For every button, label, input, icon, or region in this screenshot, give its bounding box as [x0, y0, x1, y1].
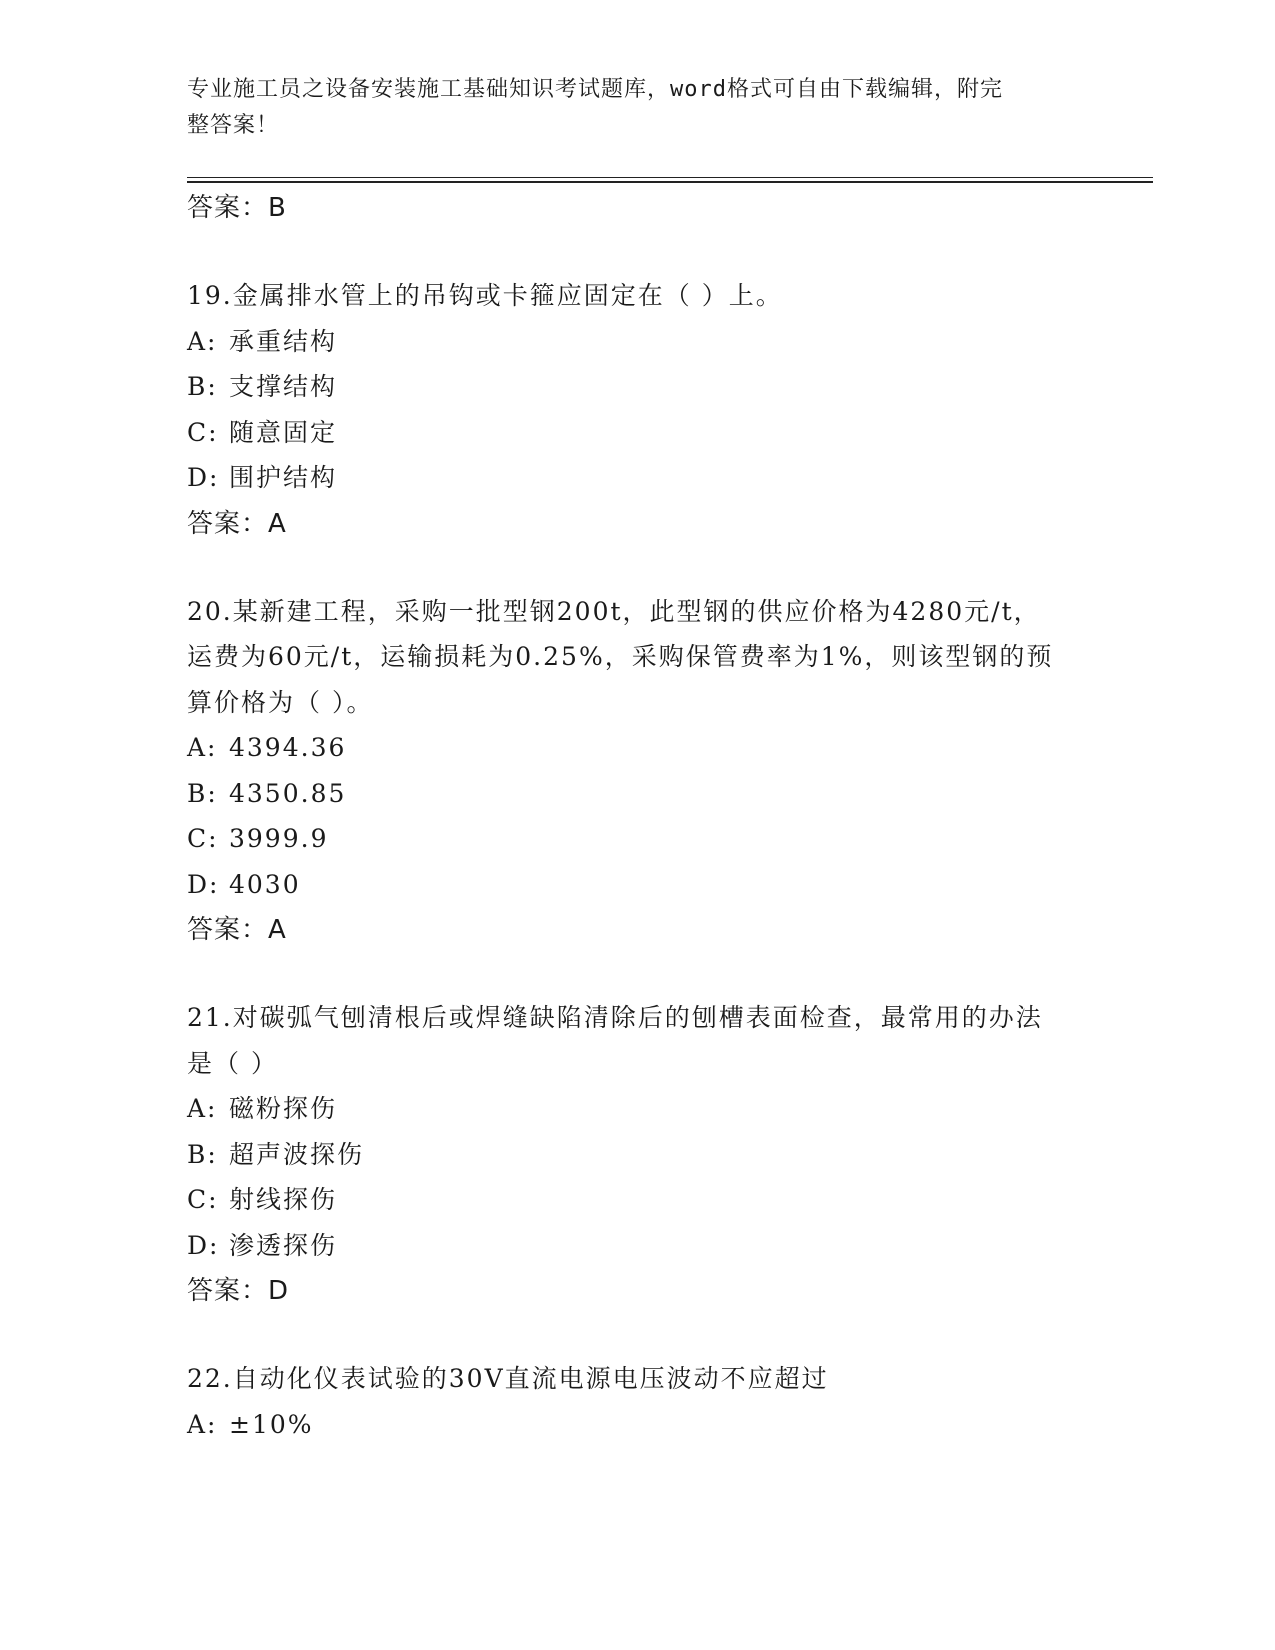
answer-line: 答案：A — [187, 915, 287, 945]
option-c — [187, 410, 1067, 456]
question-text: 20.某新建工程，采购一批型钢200t，此型钢的供应价格为4280元/t，运费为60元/t，运输损耗为0.25%，采购保管费率为1%，则该型钢的预算价格为（ ）。 — [187, 596, 1054, 717]
option-value: 4350.85 — [229, 778, 347, 808]
question-text: 21.对碳弧气刨清根后或焊缝缺陷清除后的刨槽表面检查，最常用的办法是（ ） — [187, 1003, 1043, 1078]
option-b — [187, 771, 1067, 817]
question-list — [187, 185, 1067, 1447]
option-c — [187, 1177, 1067, 1223]
answer-line: 答案：B — [187, 193, 287, 223]
header-divider-thick — [187, 181, 1153, 183]
question-block — [187, 995, 1067, 1314]
question-text: 19.金属排水管上的吊钩或卡箍应固定在（ ）上。 — [187, 281, 783, 310]
header-line-2: 整答案！ — [187, 113, 280, 138]
option-value: ±10% — [229, 1409, 314, 1439]
question-block — [187, 273, 1067, 547]
option-key: C: — [187, 824, 219, 853]
option-d — [187, 455, 1067, 501]
option-value: 承重结构 — [229, 326, 338, 356]
answer-line: 答案：A — [187, 508, 287, 539]
option-key: B: — [187, 778, 218, 808]
option-a — [187, 319, 1067, 365]
question-block — [187, 589, 1067, 954]
document-header — [187, 72, 1067, 144]
option-a — [187, 725, 1067, 771]
option-d — [187, 1223, 1067, 1269]
option-value: 随意固定 — [229, 417, 338, 447]
option-key: A: — [187, 1409, 218, 1439]
option-value: 支撑结构 — [229, 372, 338, 401]
option-key: D: — [187, 463, 220, 492]
option-key: C: — [187, 1185, 219, 1214]
header-divider-thin — [187, 177, 1153, 178]
option-value: 3999.9 — [229, 824, 329, 853]
option-value: 渗透探伤 — [229, 1230, 338, 1260]
option-key: A: — [187, 326, 218, 356]
option-value: 超声波探伤 — [229, 1139, 365, 1169]
question-text: 22.自动化仪表试验的30V直流电源电压波动不应超过 — [187, 1364, 829, 1393]
header-line-1: 专业施工员之设备安装施工基础知识考试题库，word格式可自由下载编辑，附完 — [187, 77, 1003, 102]
option-c — [187, 816, 1067, 862]
option-a — [187, 1086, 1067, 1132]
option-key: A: — [187, 733, 218, 762]
option-key: D: — [187, 869, 220, 899]
option-b — [187, 1132, 1067, 1178]
question-block — [187, 1356, 1067, 1447]
option-key: A: — [187, 1094, 218, 1123]
option-value: 围护结构 — [229, 463, 338, 492]
option-value: 4394.36 — [229, 733, 347, 762]
answer-line: 答案：D — [187, 1276, 290, 1306]
option-b — [187, 364, 1067, 410]
option-value: 磁粉探伤 — [229, 1094, 338, 1123]
option-value: 射线探伤 — [229, 1185, 338, 1214]
option-a — [187, 1402, 1067, 1448]
option-key: D: — [187, 1230, 220, 1260]
option-value: 4030 — [229, 869, 301, 899]
option-key: C: — [187, 417, 219, 447]
option-key: B: — [187, 1139, 218, 1169]
option-key: B: — [187, 372, 218, 401]
option-d — [187, 862, 1067, 908]
